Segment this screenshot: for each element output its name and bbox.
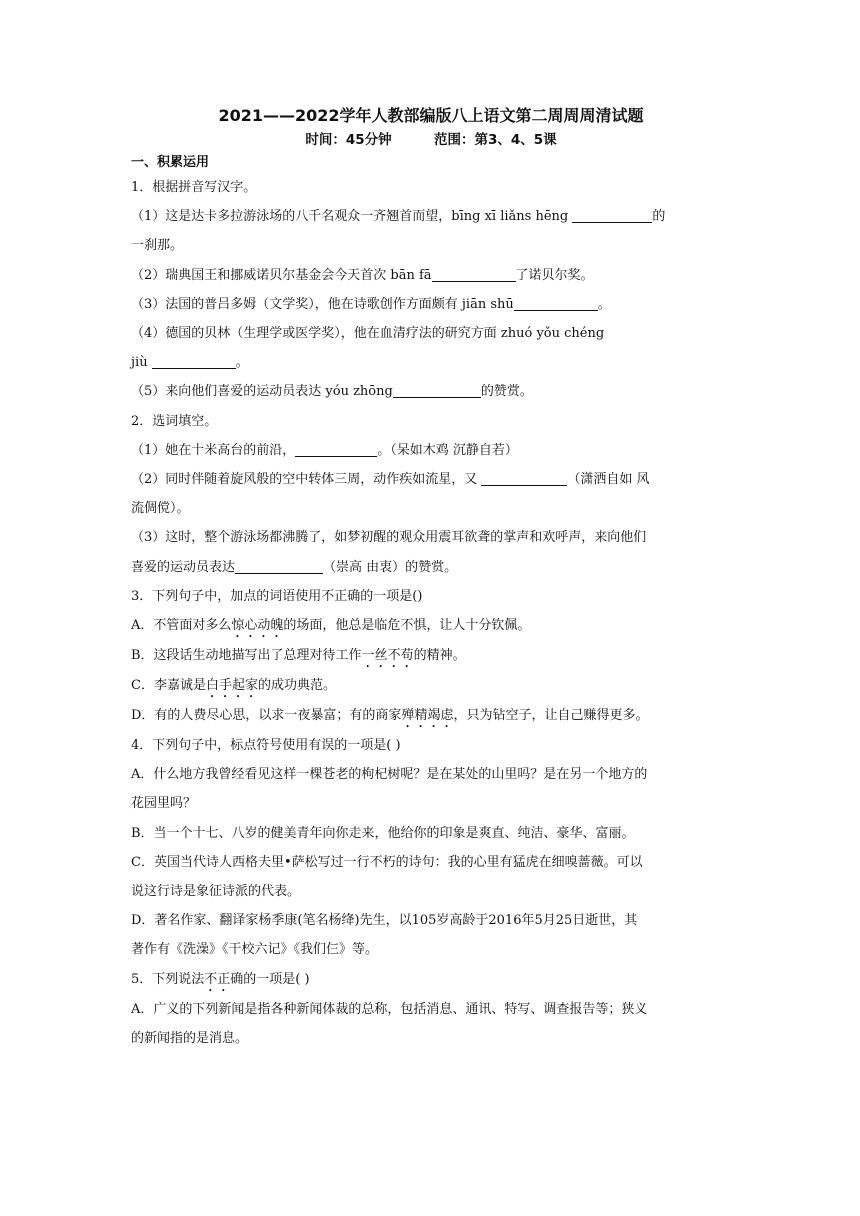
scope-range: 范围：第3、4、5课 (433, 132, 557, 148)
question-1-item-1-cont: 一刹那。 (131, 238, 184, 254)
item-text: （3）法国的普吕多姆（文学奖），他在诗歌创作方面颇有 jiān shū (131, 296, 514, 312)
item-text: 。 (597, 296, 611, 312)
question-4-stem: 4．下列句子中，标点符号使用有误的一项是( ) (131, 738, 401, 754)
question-1-stem: 1．根据拼音写汉字。 (131, 180, 257, 195)
answer-blank[interactable] (235, 558, 323, 574)
option-text: 的精神。 (413, 648, 466, 664)
item-text: （2）瑞典国王和挪威诺贝尔基金会今天首次 bān fā (131, 267, 432, 283)
item-text: 的 (652, 209, 666, 225)
dotted-term: 一丝不苟 (361, 648, 414, 664)
item-text: （1）这是达卡多拉游泳场的八千名观众一齐翘首而望，bīng xī liǎns hēng (131, 209, 573, 225)
question-2-stem: 2．选词填空。 (131, 413, 218, 429)
option-text: D．有的人费尽心思，以求一夜暴富；有的商家 (131, 708, 402, 724)
item-text: （5）来向他们喜爱的运动员表达 yóu zhōng (131, 384, 393, 400)
question-4-option-a-cont: 花园里吗？ (131, 796, 197, 812)
question-2-item-2-cont: 流倜傥）。 (131, 501, 190, 517)
question-1-item-4: （4）德国的贝林（生理学或医学奖），他在血清疗法的研究方面 zhuó yǒu chéng (131, 326, 605, 342)
item-text: （2）同时伴随着旋风般的空中转体三周，动作疾如流星，又 (131, 472, 482, 488)
question-1-item-4-cont (131, 348, 731, 377)
question-3-option-a (131, 611, 731, 641)
question-3-option-d (131, 701, 731, 731)
question-4-option-c: C．英国当代诗人西格夫里•萨松写过一行不朽的诗句：我的心里有猛虎在细嗅蔷薇。可以 (131, 854, 643, 870)
answer-blank[interactable] (481, 470, 567, 486)
question-5-option-a: A．广义的下列新闻是指各种新闻体裁的总称，包括消息、通讯、特写、调查报告等；狭义 (131, 1001, 648, 1017)
document-content (131, 103, 731, 1053)
question-4-option-c-cont: 说这行诗是象征诗派的代表。 (131, 884, 301, 900)
item-text: （崇高 由衷）的赞赏。 (323, 559, 458, 575)
option-text: A．不管面对多么 (131, 618, 232, 634)
time-limit: 时间：45分钟 (305, 132, 392, 148)
item-text: 喜爱的运动员表达 (131, 559, 236, 575)
answer-blank[interactable] (572, 207, 652, 223)
dotted-term: 惊心动魄 (231, 618, 284, 634)
question-2-item-3-cont (131, 553, 731, 582)
document-title: 2021——2022学年人教部编版八上语文第二周周周清试题 (218, 106, 644, 125)
question-1-item-1 (131, 202, 731, 231)
answer-blank[interactable] (514, 295, 598, 311)
item-text: 了诺贝尔奖。 (515, 267, 594, 283)
question-4-option-d-cont: 著作有《洗澡》《干校六记》《我们仨》等。 (131, 942, 379, 958)
question-5-stem (131, 965, 731, 995)
answer-blank[interactable] (152, 353, 236, 369)
option-text: ，只为钻空子，让自己赚得更多。 (453, 708, 649, 724)
question-2-item-3: （3）这时，整个游泳场都沸腾了，如梦初醒的观众用震耳欲聋的掌声和欢呼声，来向他们 (131, 530, 647, 546)
question-3-stem: 3．下列句子中，加点的词语使用不正确的一项是() (131, 588, 423, 604)
question-1-item-3 (131, 290, 731, 319)
item-text: （1）她在十米高台的前沿， (131, 442, 296, 458)
option-text: B．这段话生动地描写出了总理对待工作 (131, 648, 362, 664)
section-heading: 一、积累运用 (131, 155, 210, 170)
item-text: （潇洒自如 风 (567, 472, 650, 488)
question-1-item-2 (131, 261, 731, 290)
question-4-option-d: D．著名作家、翻译家杨季康(笔名杨绛)先生，以105岁高龄于2016年5月25日逝世，其 (131, 913, 638, 929)
question-1-item-5 (131, 377, 731, 406)
question-3-option-c (131, 671, 731, 701)
option-text: 的成功典范。 (257, 678, 336, 694)
dotted-term: 殚精竭虑 (401, 708, 454, 724)
question-4-option-a: A．什么地方我曾经看见这样一棵苍老的枸杞树呢？是在某处的山里吗？是在另一个地方的 (131, 767, 648, 783)
question-2-item-1 (131, 436, 731, 465)
option-text: 的场面，他总是临危不惧，让人十分钦佩。 (283, 618, 531, 634)
question-3-option-b (131, 641, 731, 671)
dotted-term: 不正 (204, 971, 231, 987)
dotted-term: 白手起家 (205, 678, 258, 694)
stem-text: 5．下列说法 (131, 971, 205, 987)
answer-blank[interactable] (295, 441, 377, 457)
question-5-option-a-cont: 的新闻指的是消息。 (131, 1030, 249, 1046)
item-text: jiù (131, 355, 152, 371)
option-text: C．李嘉诚是 (131, 678, 206, 694)
answer-blank[interactable] (432, 266, 516, 282)
stem-text: 确的一项是( ) (230, 971, 310, 987)
document-subtitle (131, 129, 731, 151)
item-text: 。 (235, 355, 249, 371)
question-4-option-b: B．当一个十七、八岁的健美青年向你走来，他给你的印象是爽直、纯洁、豪华、富丽。 (131, 825, 635, 841)
item-text: 。（呆如木鸡 沉静自若） (377, 442, 518, 458)
answer-blank[interactable] (393, 382, 481, 398)
question-2-item-2 (131, 465, 731, 494)
item-text: 的赞赏。 (480, 384, 533, 400)
